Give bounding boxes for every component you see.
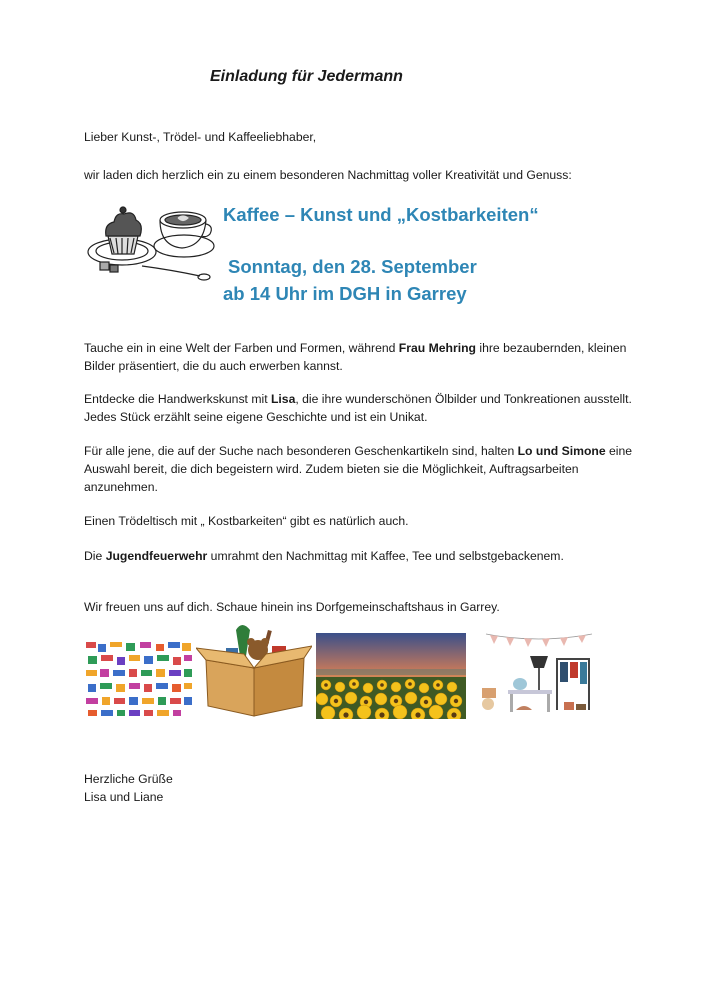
paragraph-artist-lisa xyxy=(84,390,644,426)
flea-market-image xyxy=(480,628,598,716)
paragraph-youth-fire-brigade xyxy=(84,547,644,565)
p1-text-end: ihre bezaubernden, kleinen Bilder präsentiert, die du auch erwerben kannst. xyxy=(84,341,627,373)
event-name: Kaffee – Kunst und „Kostbarkeiten“ xyxy=(223,204,539,225)
paragraph-artist-mehring xyxy=(84,339,644,375)
p3-text-start: Für alle jene, die auf der Suche nach besonderen Geschenkartikeln sind, halten xyxy=(84,444,518,458)
greeting-text: Lieber Kunst-, Trödel- und Kaffeeliebhaber, xyxy=(84,130,317,144)
p5-bold-name: Jugendfeuerwehr xyxy=(105,549,208,563)
p2-text-end: , die ihre wunderschönen Ölbilder und Tonkreationen ausstellt. Jedes Stück erzählt seine eigene Geschichte und ist ein Unikat. xyxy=(84,392,632,424)
signature-greeting: Herzliche Grüße xyxy=(84,772,173,786)
event-time-place: ab 14 Uhr im DGH in Garrey xyxy=(223,283,467,304)
colorful-pattern-image xyxy=(84,640,194,718)
paragraph-gifts-lo-simone xyxy=(84,442,644,496)
event-date: Sonntag, den 28. September xyxy=(228,256,477,277)
p2-text-start: Entdecke die Handwerkskunst mit xyxy=(84,392,271,406)
p5-text-end: umrahmt den Nachmittag mit Kaffee, Tee und selbstgebackenem. xyxy=(207,549,564,563)
sunflower-painting-image xyxy=(316,633,466,719)
signature-names: Lisa und Liane xyxy=(84,790,164,804)
page-title: Einladung für Jedermann xyxy=(210,68,403,85)
closing-line: Wir freuen uns auf dich. Schaue hinein ins Dorfgemeinschaftshaus in Garrey. xyxy=(84,600,500,614)
p1-text-start: Tauche ein in eine Welt der Farben und Formen, während xyxy=(84,341,399,355)
p5-text-start: Die xyxy=(84,549,106,563)
p2-bold-name: Lisa xyxy=(270,392,296,406)
intro-text: wir laden dich herzlich ein zu einem besonderen Nachmittag voller Kreativität und Genuss: xyxy=(84,168,572,182)
p1-bold-name: Frau Mehring xyxy=(398,341,476,355)
p3-bold-names: Lo und Simone xyxy=(517,444,606,458)
p3-text-end: eine Auswahl bereit, die dich begeistern wird. Zudem bieten sie die Möglichkeit, Auftragsarbeiten anzunehmen. xyxy=(84,444,633,494)
paragraph-flea-table: Einen Trödeltisch mit „ Kostbarkeiten“ gibt es natürlich auch. xyxy=(84,514,409,528)
coffee-cupcake-illustration xyxy=(82,196,216,284)
treasure-box-image xyxy=(196,620,312,720)
